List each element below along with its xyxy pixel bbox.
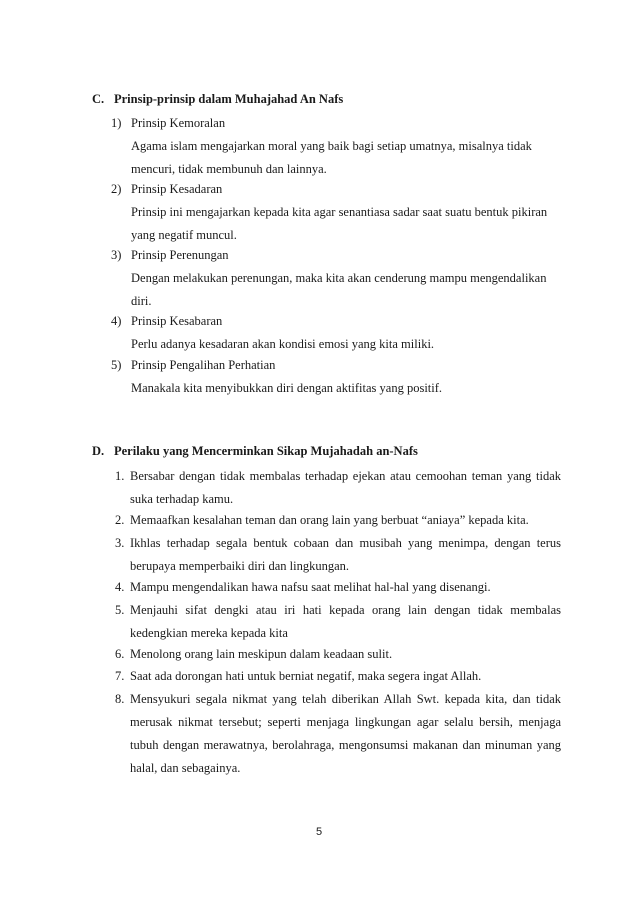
item-number: 2) [111, 182, 122, 196]
item-title: Prinsip Kemoralan [131, 116, 226, 130]
item-number: 3. [115, 536, 125, 550]
item-number: 6. [115, 647, 125, 661]
list-item [115, 688, 561, 780]
list-item [111, 310, 561, 356]
list-item [111, 112, 561, 181]
list-item [115, 665, 561, 688]
list-item [115, 643, 561, 666]
item-number: 5) [111, 358, 122, 372]
section-d-letter: D. [92, 444, 105, 458]
item-description: Manakala kita menyibukkan diri dengan aktifitas yang positif. [131, 381, 443, 395]
section-c-letter: C. [92, 92, 105, 106]
list-item [115, 532, 561, 578]
list-item [111, 178, 561, 247]
item-title: Prinsip Perenungan [131, 248, 229, 262]
item-text: Mampu mengendalikan hawa nafsu saat melihat hal-hal yang disenangi. [130, 580, 491, 594]
item-title: Prinsip Kesabaran [131, 314, 223, 328]
item-number: 1. [115, 469, 125, 483]
list-item [115, 509, 561, 532]
item-text: Memaafkan kesalahan teman dan orang lain yang berbuat “aniaya” kepada kita. [130, 513, 529, 527]
item-number: 4. [115, 580, 125, 594]
item-title: Prinsip Kesadaran [131, 182, 223, 196]
section-c-title: Prinsip-prinsip dalam Muhajahad An Nafs [114, 92, 344, 106]
list-item [111, 244, 561, 313]
item-description: Prinsip ini mengajarkan kepada kita agar senantiasa sadar saat suatu bentuk pikiran yang negatif muncul. [131, 205, 548, 242]
item-number: 1) [111, 116, 122, 130]
list-item [115, 576, 561, 599]
page-number: 5 [315, 826, 323, 838]
item-text: Mensyukuri segala nikmat yang telah diberikan Allah Swt. kepada kita, dan tidak merusak nikmat tersebut; seperti menjaga lingkungan agar selalu bersih, menjaga tubuh dengan merawatnya, berolahraga, mengonsumsi makanan dan minuman yang halal, dan sebagainya. [130, 692, 561, 775]
section-c-heading [92, 92, 343, 107]
item-number: 3) [111, 248, 122, 262]
section-d-heading [92, 444, 418, 459]
list-item [115, 465, 561, 511]
item-title: Prinsip Pengalihan Perhatian [131, 358, 276, 372]
item-text: Ikhlas terhadap segala bentuk cobaan dan musibah yang menimpa, dengan terus berupaya memperbaiki diri dan lingkungan. [130, 536, 561, 573]
item-description: Agama islam mengajarkan moral yang baik bagi setiap umatnya, misalnya tidak mencuri, tidak membunuh dan lainnya. [131, 139, 532, 176]
item-number: 4) [111, 314, 122, 328]
item-description: Perlu adanya kesadaran akan kondisi emosi yang kita miliki. [131, 337, 435, 351]
list-item [111, 354, 561, 400]
list-item [115, 599, 561, 645]
item-text: Saat ada dorongan hati untuk berniat negatif, maka segera ingat Allah. [130, 669, 482, 683]
item-description: Dengan melakukan perenungan, maka kita akan cenderung mampu mengendalikan diri. [131, 271, 547, 308]
item-text: Menjauhi sifat dengki atau iri hati kepada orang lain dengan tidak membalas kedengkian mereka kepada kita [130, 603, 561, 640]
item-number: 8. [115, 692, 125, 706]
section-d-title: Perilaku yang Mencerminkan Sikap Mujahadah an-Nafs [114, 444, 418, 458]
item-number: 5. [115, 603, 125, 617]
item-text: Bersabar dengan tidak membalas terhadap ejekan atau cemoohan teman yang tidak suka terhadap kamu. [130, 469, 561, 506]
item-number: 2. [115, 513, 125, 527]
item-number: 7. [115, 669, 125, 683]
item-text: Menolong orang lain meskipun dalam keadaan sulit. [130, 647, 393, 661]
